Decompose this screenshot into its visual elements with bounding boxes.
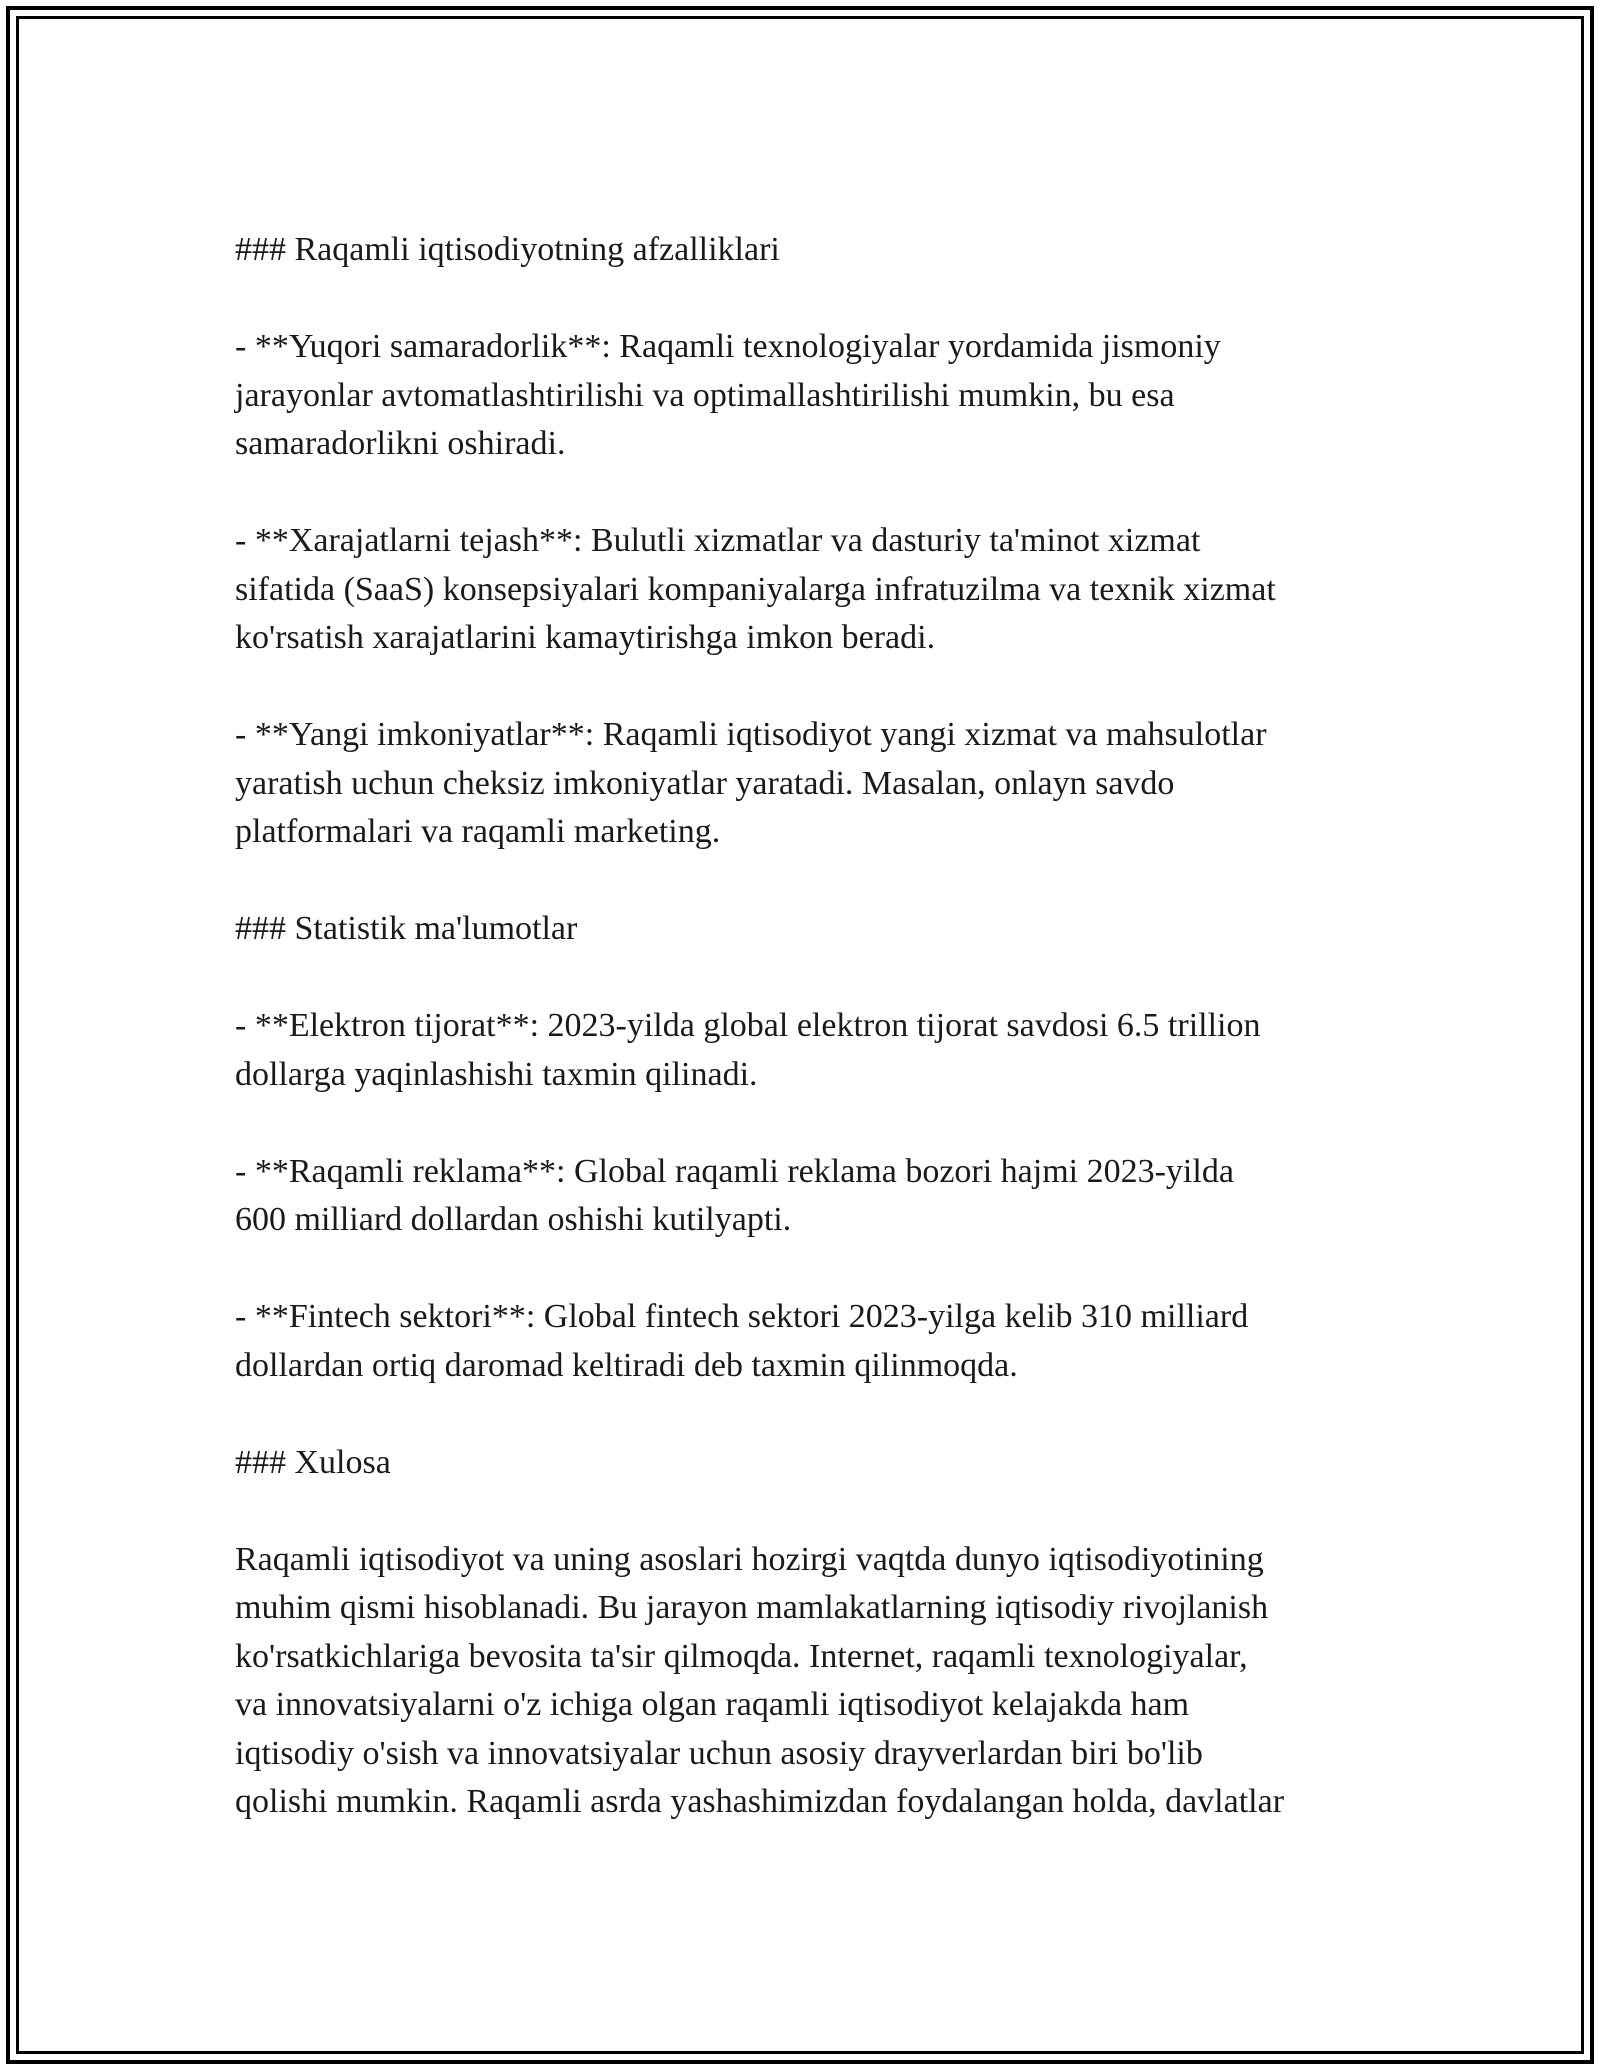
section-heading-advantages: ### Raqamli iqtisodiyotning afzalliklari (235, 231, 780, 268)
list-item-ecommerce: - **Elektron tijorat**: 2023-yilda global elektron tijorat savdosi 6.5 trillion dollarga yaqinlashishi taxmin qilinadi. (235, 1007, 1261, 1093)
list-item-digital-advertising: - **Raqamli reklama**: Global raqamli reklama bozori hajmi 2023-yilda 600 milliard dollardan oshishi kutilyapti. (235, 1152, 1234, 1238)
section-heading-conclusion: ### Xulosa (235, 1443, 391, 1481)
list-item-cost-saving: - **Xarajatlarni tejash**: Bulutli xizmatlar va dasturiy ta'minot xizmat sifatida (SaaS) konsepsiyalari kompaniyalarga infratuzilma va texnik xizmat ko'rsatish xarajatlarini kamaytirishga imkon beradi. (235, 522, 1276, 656)
section-heading-statistics: ### Statistik ma'lumotlar (235, 910, 578, 947)
document-body (235, 226, 1385, 1827)
list-item-new-opportunities: - **Yangi imkoniyatlar**: Raqamli iqtisodiyot yangi xizmat va mahsulotlar yaratish uchun cheksiz imkoniyatlar yaratadi. Masalan, onlayn savdo platformalari va raqamli marketing. (235, 716, 1267, 850)
list-item-fintech: - **Fintech sektori**: Global fintech sektori 2023-yilga kelib 310 milliard dollardan ortiq daromad keltiradi deb taxmin qilinmoqda. (235, 1298, 1249, 1384)
list-item-efficiency: - **Yuqori samaradorlik**: Raqamli texnologiyalar yordamida jismoniy jarayonlar avtomatlashtirilishi va optimallashtirilishi mumkin, bu esa samaradorlikni oshiradi. (235, 328, 1221, 462)
conclusion-paragraph: Raqamli iqtisodiyot va uning asoslari hozirgi vaqtda dunyo iqtisodiyotining muhim qismi hisoblanadi. Bu jarayon mamlakatlarning iqtisodiy rivojlanish ko'rsatkichlariga bevosita ta'sir qilmoqda. Internet, raqamli texnologiyalar, va innovatsiyalarni o'z ichiga olgan raqamli iqtisodiyot kelajakda ham iqtisodiy o'sish va innovatsiyalar uchun asosiy drayverlardan biri bo'lib qolishi mumkin. Raqamli asrda yashashimizdan foydalangan holda, davlatlar (235, 1540, 1285, 1820)
